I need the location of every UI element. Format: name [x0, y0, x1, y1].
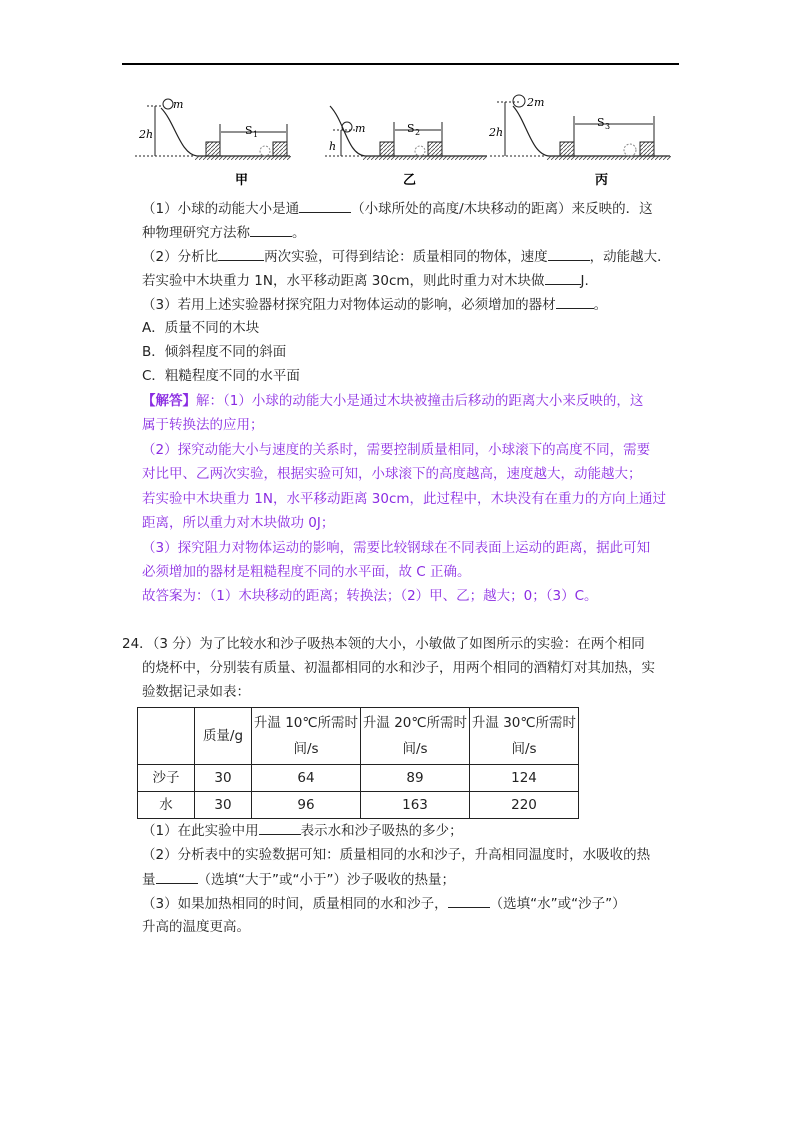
answer-text: 解：（1）小球的动能大小是通过木块被撞击后移动的距离大小来反映的，这	[196, 393, 644, 409]
q23-text: 两次实验，可得到结论：质量相同的物体，速度	[264, 249, 548, 265]
table-cell: 沙子	[138, 765, 195, 792]
q23-text: 种物理研究方法称	[142, 225, 250, 241]
q23-text: （2）分析比	[142, 249, 219, 265]
option-b: B．倾斜程度不同的斜面	[142, 344, 287, 360]
table-row	[138, 765, 579, 792]
ball	[163, 99, 173, 109]
height-label: 2h	[139, 128, 154, 141]
table-cell: 64	[252, 765, 361, 792]
q23-text: 若实验中木块重力 1N，水平移动距离 30cm，则此时重力对木块做	[142, 273, 545, 289]
table-header-cell: 升温 30℃所需时间/s	[470, 708, 579, 765]
header-rule	[122, 63, 679, 65]
answer-line: （3）探究阻力对物体运动的影响，需要比较钢球在不同表面上运动的距离，据此可知	[142, 540, 651, 556]
q23-part3	[142, 294, 607, 315]
q23-text: （3）若用上述实验器材探究阻力对物体运动的影响，必须增加的器材	[142, 297, 556, 313]
table-cell: 水	[138, 792, 195, 819]
answer-blank[interactable]	[250, 222, 292, 237]
q24-text: （3）如果加热相同的时间，质量相同的水和沙子，	[142, 896, 448, 912]
answer-blank[interactable]	[259, 820, 301, 835]
q23-part2-line2	[142, 270, 589, 291]
q24-part3-line2: 升高的温度更高。	[142, 919, 250, 935]
answer-blank[interactable]	[299, 198, 351, 213]
ball	[513, 95, 525, 107]
answer-final: 故答案为：（1）木块移动的距离；转换法；（2）甲、乙；越大；0；（3）C。	[142, 588, 598, 604]
ball-label: m	[173, 98, 184, 111]
answer-line: 距离，所以重力对木块做功 0J；	[142, 515, 335, 531]
ball-label: 2m	[527, 96, 545, 109]
q24-text: （选填“大于”或“小于”）沙子吸收的热量；	[197, 872, 455, 888]
table-cell: 30	[195, 765, 252, 792]
dist-label: S	[597, 116, 605, 129]
block-end	[273, 142, 287, 156]
answer-blank[interactable]	[156, 869, 198, 884]
floor	[195, 156, 291, 160]
option-a: A．质量不同的木块	[142, 320, 260, 336]
table-cell: 220	[470, 792, 579, 819]
q24-part2-line2	[142, 869, 455, 890]
block-start	[380, 142, 394, 156]
q23-text: J.	[580, 273, 589, 289]
answer-line: （2）探究动能大小与速度的关系时，需要控制质量相同，小球滚下的高度不同，需要	[142, 442, 651, 458]
figure-label: 乙	[403, 173, 417, 188]
table-row	[138, 792, 579, 819]
ball-ghost	[624, 144, 636, 156]
figure-label: 甲	[235, 173, 249, 188]
answer-line: 必须增加的器材是粗糙程度不同的水平面，故 C 正确。	[142, 564, 471, 580]
q23-part1-line2	[142, 222, 306, 243]
q23-text: 。	[292, 225, 306, 241]
answer-blank[interactable]	[448, 893, 490, 908]
ball-ghost	[260, 146, 270, 156]
table-header-cell: 质量/g	[195, 708, 252, 765]
dist-sub: 3	[605, 122, 611, 131]
data-table	[137, 707, 579, 819]
dist-label: S	[407, 122, 415, 135]
block-start	[206, 142, 220, 156]
floor	[363, 156, 487, 160]
answer-line	[142, 391, 643, 411]
block-end	[428, 142, 442, 156]
q24-part3-line1	[142, 893, 626, 914]
figure-yi	[325, 106, 487, 188]
q24-text: （选填“水”或“沙子”）	[489, 896, 626, 912]
answer-blank[interactable]	[556, 294, 594, 309]
height-label: h	[329, 140, 337, 153]
answer-line: 若实验中木块重力 1N，水平移动距离 30cm，此过程中，木块没有在重力的方向上通过	[142, 491, 667, 507]
q24-part1	[142, 820, 463, 841]
q24-text: （1）在此实验中用	[142, 823, 259, 839]
q24-intro: 的烧杯中，分别装有质量、初温都相同的水和沙子，用两个相同的酒精灯对其加热，实	[142, 660, 655, 676]
q23-text: （1）小球的动能大小是通	[142, 201, 300, 217]
q23-part1-line1	[142, 198, 653, 219]
table-cell: 30	[195, 792, 252, 819]
answer-blank[interactable]	[545, 270, 581, 285]
table-header-row	[138, 708, 579, 765]
table-header-cell: 升温 20℃所需时间/s	[361, 708, 470, 765]
figure-label: 丙	[595, 173, 609, 188]
dist-label: S	[245, 124, 253, 137]
q24-text: 表示水和沙子吸热的多少；	[300, 823, 463, 839]
answer-blank[interactable]	[548, 246, 590, 261]
table-cell: 163	[361, 792, 470, 819]
table-cell: 89	[361, 765, 470, 792]
q24-part2-line1: （2）分析表中的实验数据可知：质量相同的水和沙子，升高相同温度时，水吸收的热	[142, 847, 651, 863]
ball-label: m	[355, 122, 366, 135]
q24-text: 量	[142, 872, 156, 888]
ball-ghost	[415, 146, 425, 156]
q23-part2-line1	[142, 246, 671, 267]
table-header-cell: 升温 10℃所需时间/s	[252, 708, 361, 765]
q24-intro: 24．（3 分）为了比较水和沙子吸热本领的大小，小敏做了如图所示的实验：在两个相同	[122, 636, 645, 652]
q23-text: （小球所处的高度/木块移动的距离）来反映的．这	[351, 201, 653, 217]
block-start	[560, 142, 574, 156]
answer-line: 对比甲、乙两次实验，根据实验可知，小球滚下的高度越高，速度越大，动能越大；	[142, 466, 642, 482]
table-header-cell	[138, 708, 195, 765]
block-end	[640, 142, 654, 156]
figure-jia	[135, 98, 291, 188]
q23-text: ，动能越大．	[589, 249, 671, 265]
answer-tag: 【解答】	[142, 393, 196, 409]
figure-bing	[488, 95, 671, 188]
answer-line: 属于转换法的应用；	[142, 417, 264, 433]
experiment-figures	[135, 92, 695, 192]
table-cell: 96	[252, 792, 361, 819]
q23-text: 。	[593, 297, 608, 313]
q24-intro: 验数据记录如表：	[142, 684, 250, 700]
figures-svg	[135, 92, 695, 192]
height-label: 2h	[489, 126, 504, 139]
dist-sub: 1	[253, 130, 259, 139]
option-c: C．粗糙程度不同的水平面	[142, 368, 300, 384]
dist-sub: 2	[415, 128, 421, 137]
floor	[547, 156, 671, 160]
answer-blank[interactable]	[218, 246, 264, 261]
table-cell: 124	[470, 765, 579, 792]
